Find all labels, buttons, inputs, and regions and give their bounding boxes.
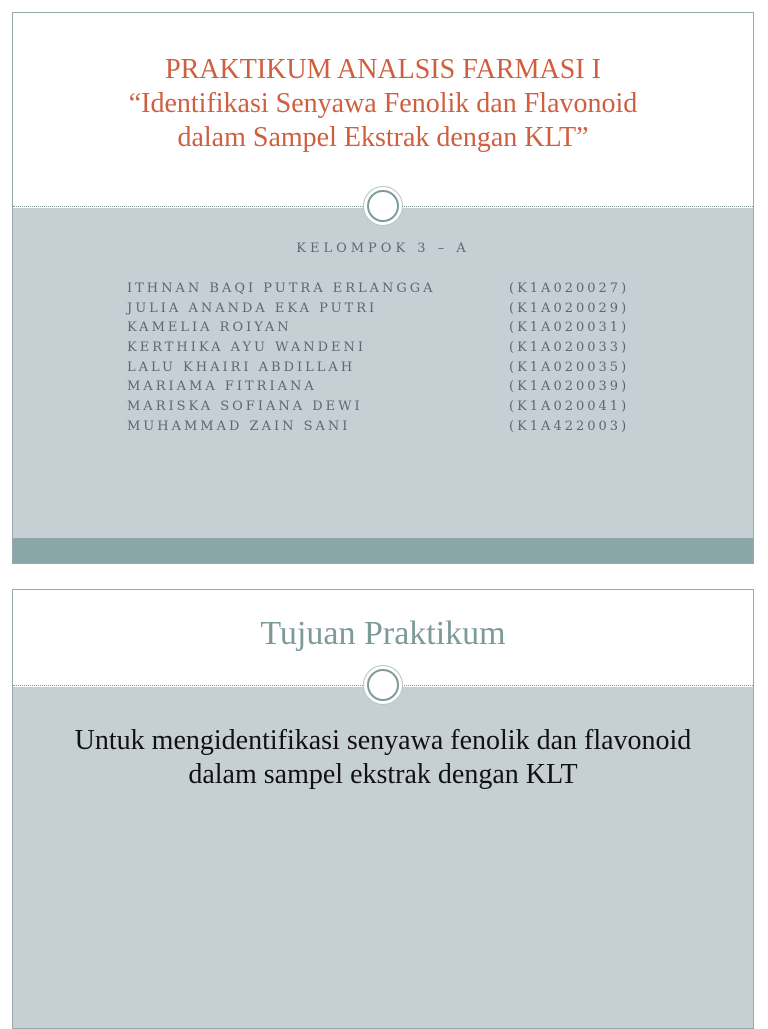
member-nim: (K1A020027): [509, 281, 630, 296]
objective-line: Untuk mengidentifikasi senyawa fenolik dan flavonoid: [74, 725, 692, 756]
member-nim: (K1A422003): [509, 418, 630, 434]
member-row: [127, 279, 687, 299]
circle-ornament-icon: [363, 665, 403, 705]
member-name: JULIA ANANDA EKA PUTRI: [127, 300, 378, 316]
member-name: ITHNAN BAQI PUTRA ERLANGGA: [127, 281, 436, 296]
member-name: LALU KHAIRI ABDILLAH: [127, 359, 356, 375]
title-line: “Identifikasi Senyawa Fenolik dan Flavonoid: [128, 88, 638, 119]
objective-line: dalam sampel ekstrak dengan KLT: [188, 759, 578, 790]
title-line: PRAKTIKUM ANALSIS FARMASI I: [165, 54, 601, 85]
member-name: KAMELIA ROIYAN: [127, 320, 292, 336]
slide-2: [12, 589, 754, 1029]
member-row: [127, 417, 687, 437]
member-list: [127, 279, 687, 437]
slide-1-bottom-band: [13, 538, 753, 563]
member-nim: (K1A020041): [509, 399, 630, 415]
group-label: KELOMPOK 3 – A: [296, 241, 470, 256]
member-nim: (K1A020033): [509, 340, 630, 356]
member-name: MUHAMMAD ZAIN SANI: [127, 418, 351, 434]
member-name: KERTHIKA AYU WANDENI: [127, 340, 367, 356]
slide-1: [12, 12, 754, 564]
slide-1-title: [13, 53, 753, 155]
member-name: MARIAMA FITRIANA: [127, 379, 317, 395]
member-nim: (K1A020031): [509, 320, 630, 336]
objective-text: [13, 724, 753, 792]
member-nim: (K1A020035): [509, 359, 630, 375]
circle-ornament-icon: [363, 186, 403, 226]
member-row: [127, 299, 687, 319]
member-row: [127, 397, 687, 417]
title-line: dalam Sampel Ekstrak dengan KLT”: [177, 122, 589, 153]
member-row: [127, 358, 687, 378]
member-nim: (K1A020039): [509, 379, 630, 395]
slide-1-title-area: [13, 13, 753, 206]
member-row: [127, 338, 687, 358]
member-row: [127, 318, 687, 338]
slide-2-title: Tujuan Praktikum: [260, 615, 506, 652]
member-name: MARISKA SOFIANA DEWI: [127, 399, 363, 415]
member-row: [127, 377, 687, 397]
member-nim: (K1A020029): [509, 300, 630, 316]
